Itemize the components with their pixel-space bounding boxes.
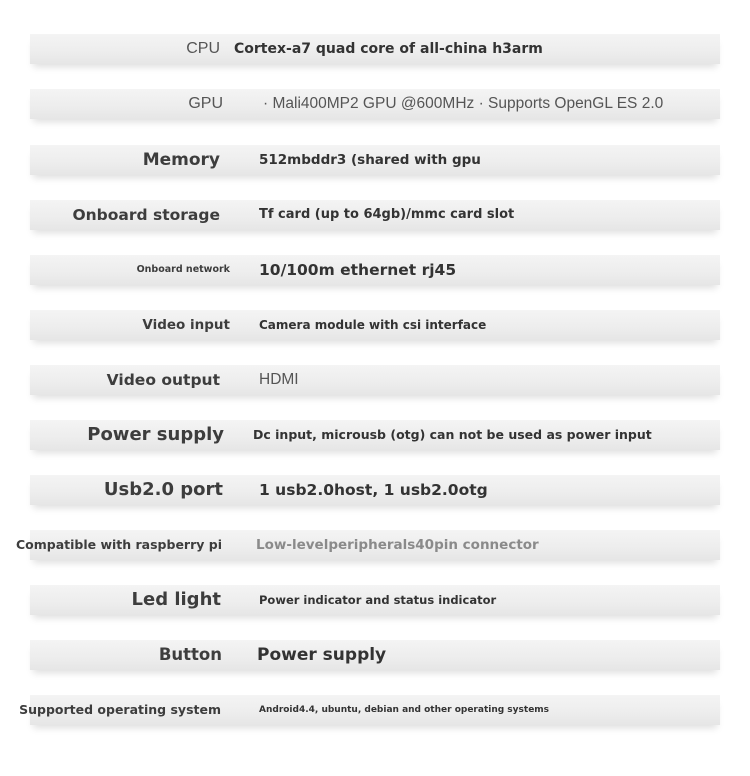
- spec-row-button: [30, 640, 720, 670]
- spec-label-video-output: Video output: [106, 371, 220, 389]
- spec-label-usb-port: Usb2.0 port: [103, 479, 223, 500]
- spec-label-raspberry-pi: Compatible with raspberry pi: [15, 537, 222, 552]
- spec-label-onboard-network: Onboard network: [136, 264, 230, 275]
- spec-row-operating-system: [19, 695, 720, 725]
- spec-label-button: Button: [158, 645, 222, 664]
- spec-row-onboard-network: [30, 255, 720, 285]
- spec-label-operating-system: Supported operating system: [19, 702, 221, 717]
- spec-value-raspberry-pi: Low-levelperipherals40pin connector: [256, 537, 539, 553]
- spec-row-cpu: [30, 34, 720, 64]
- spec-value-video-input: Camera module with csi interface: [259, 318, 487, 332]
- spec-value-gpu: · Mali400MP2 GPU @600MHz · Supports OpenGL ES 2.0: [263, 95, 664, 112]
- spec-row-onboard-storage: [30, 200, 720, 230]
- spec-row-led-light: [30, 585, 720, 615]
- spec-row-video-input: [30, 310, 720, 340]
- spec-value-operating-system: Android4.4, ubuntu, debian and other operating systems: [259, 705, 550, 715]
- spec-value-onboard-network: 10/100m ethernet rj45: [259, 261, 457, 279]
- spec-row-usb-port: [30, 475, 720, 505]
- spec-row-video-output: [30, 365, 720, 395]
- spec-label-led-light: Led light: [131, 589, 221, 610]
- spec-label-cpu: CPU: [186, 40, 220, 57]
- spec-label-memory: Memory: [142, 150, 220, 170]
- spec-value-usb-port: 1 usb2.0host, 1 usb2.0otg: [259, 481, 488, 499]
- spec-value-onboard-storage: Tf card (up to 64gb)/mmc card slot: [259, 207, 515, 222]
- spec-value-cpu: Cortex-a7 quad core of all-china h3arm: [234, 41, 543, 57]
- spec-value-led-light: Power indicator and status indicator: [259, 593, 497, 607]
- spec-value-button: Power supply: [257, 645, 387, 665]
- spec-row-memory: [30, 145, 720, 175]
- spec-value-power-supply: Dc input, microusb (otg) can not be used as power input: [253, 427, 652, 442]
- spec-row-power-supply: [30, 420, 720, 450]
- spec-row-raspberry-pi: [15, 530, 720, 560]
- spec-label-gpu: GPU: [188, 95, 223, 112]
- spec-label-onboard-storage: Onboard storage: [72, 206, 220, 224]
- spec-label-video-input: Video input: [142, 317, 230, 333]
- spec-value-video-output: HDMI: [259, 371, 299, 388]
- spec-row-gpu: [30, 89, 720, 119]
- spec-label-power-supply: Power supply: [87, 424, 224, 445]
- spec-value-memory: 512mbddr3 (shared with gpu: [259, 152, 481, 168]
